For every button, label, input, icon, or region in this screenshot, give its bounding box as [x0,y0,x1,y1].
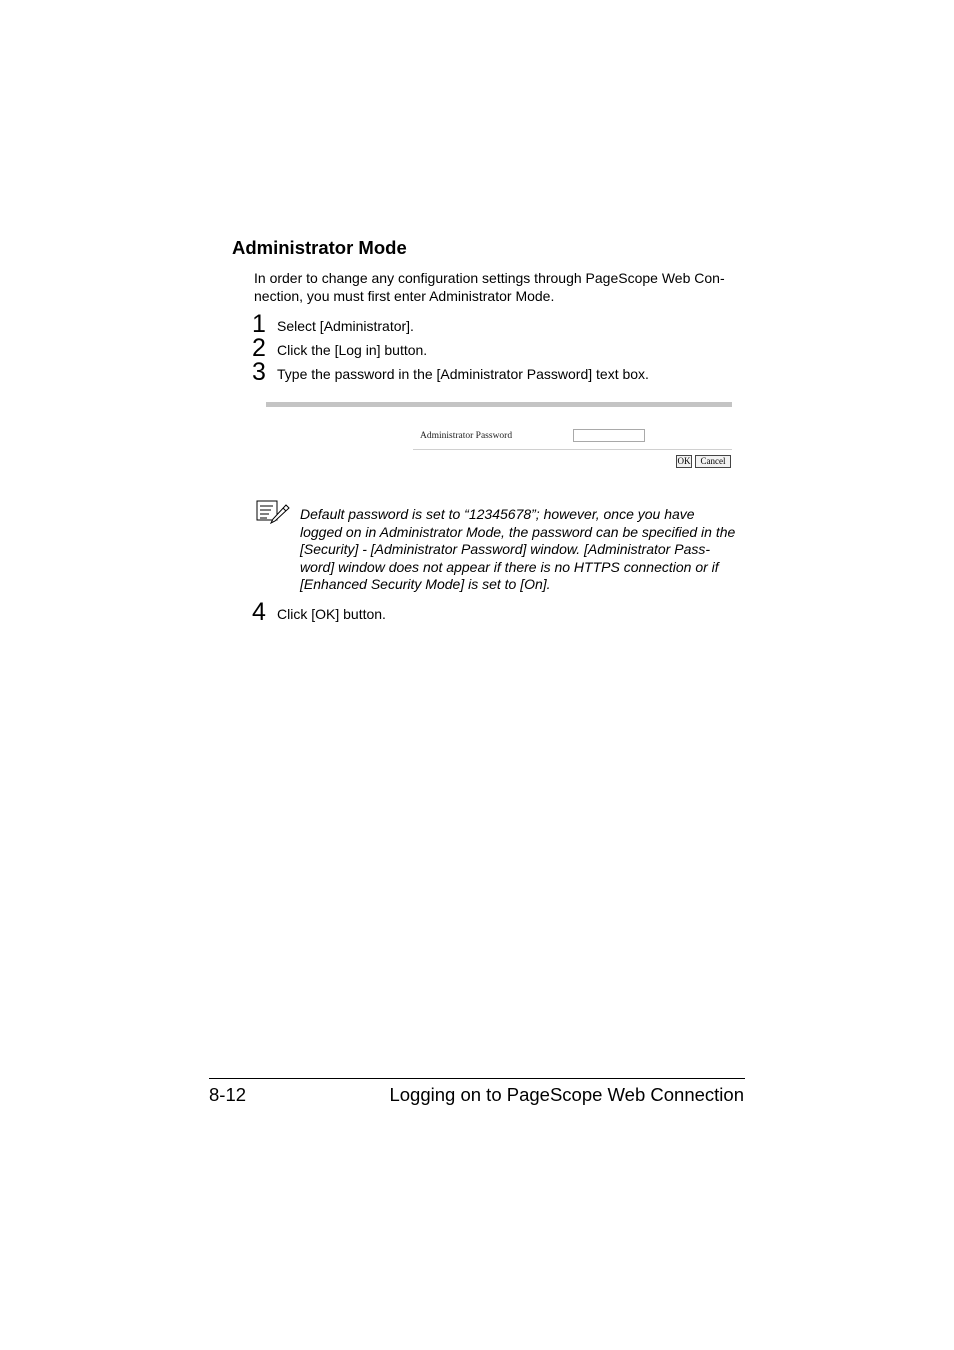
note-line: Default password is set to “12345678”; however, once you have [300,506,695,522]
step-text: Type the password in the [Administrator Password] text box. [277,366,649,382]
admin-password-screenshot [266,402,732,474]
note-line: [Security] - [Administrator Password] window. [Administrator Pass- [300,541,711,557]
step-2 [252,334,752,362]
step-3 [252,358,752,386]
step-text: Click [OK] button. [277,606,386,622]
step-number: 4 [252,598,266,626]
step-text: Select [Administrator]. [277,318,414,334]
note-line: word] window does not appear if there is no HTTPS connection or if [300,558,719,575]
step-number: 2 [252,334,266,362]
cancel-button[interactable]: Cancel [695,455,731,468]
chapter-title: Logging on to PageScope Web Connection [389,1084,744,1105]
page-number: 8-12 [209,1084,247,1105]
ok-button[interactable]: OK [677,456,691,466]
step-number: 1 [252,310,266,338]
intro-paragraph [254,270,744,305]
step-1 [252,310,752,338]
note-text [300,506,750,594]
admin-password-label: Administrator Password [420,431,513,441]
footer-rule [209,1078,745,1079]
admin-password-input[interactable] [573,429,645,442]
screenshot-header-bar [266,402,732,407]
step-text: Click the [Log in] button. [277,342,428,358]
step-number: 3 [252,358,266,386]
note-line: [Enhanced Security Mode] is set to [On]. [300,576,551,592]
note-pencil-icon [256,500,290,524]
intro-line: In order to change any configuration settings through PageScope Web Con- [254,270,725,286]
step-4 [252,598,752,626]
screenshot-divider [413,449,732,450]
intro-line: nection, you must first enter Administrator Mode. [254,287,555,304]
note-line: logged on in Administrator Mode, the password can be specified in the [300,523,736,540]
section-heading: Administrator Mode [232,237,407,258]
